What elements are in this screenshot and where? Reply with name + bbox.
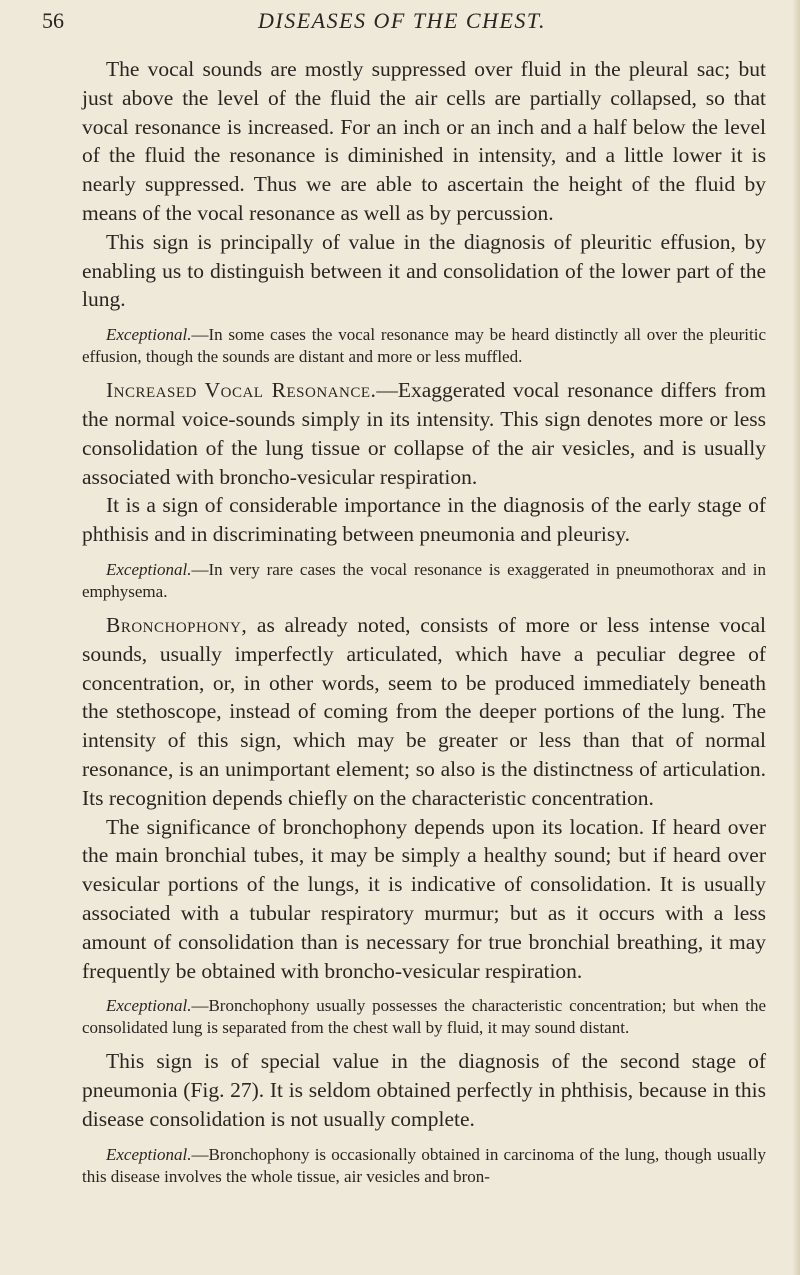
exception-label: Exceptional. — [106, 1144, 192, 1164]
paragraph: It is a sign of considerable importance in the diagnosis of the early stage of phthisis and in discriminating between pneumonia and pleurisy. — [82, 493, 766, 547]
paragraph: The significance of bronchophony depends upon its location. If heard over the main bronchial tubes, it may be simply a healthy sound; but if heard over vesicular portions of the lungs, it is indicative of consolidation. It is usually associated with a tubular respiratory murmur; but as it occurs with a less amount of consolidation than is necessary for true bronchial breathing, it may frequently be obtained with broncho-vesicular respiration. — [82, 814, 766, 983]
exception-note — [82, 559, 766, 603]
body-text — [82, 55, 766, 1196]
exception-label: Exceptional. — [106, 559, 192, 579]
paragraph: This sign is of special value in the diagnosis of the second stage of pneumonia (Fig. 27). It is seldom obtained perfectly in phthisis, because in this disease consolidation is not usually complete. — [82, 1049, 766, 1131]
exception-note — [82, 995, 766, 1039]
exception-note — [82, 1144, 766, 1188]
section-heading: Increased Vocal Resonance. — [106, 378, 377, 403]
paragraph: This sign is principally of value in the diagnosis of pleuritic effusion, by enabling us to distinguish between it and consolidation of the lower part of the lung. — [82, 229, 766, 312]
exception-text: —Bronchophony usually possesses the characteristic concentration; but when the consolidated lung is separated from the chest wall by fluid, it may sound distant. — [82, 996, 766, 1038]
paragraph — [82, 376, 766, 491]
page-edge-shadow — [792, 0, 800, 1275]
exception-text: —In very rare cases the vocal resonance is exaggerated in pneumothorax and in emphysema. — [82, 559, 766, 601]
paragraph-text: as already noted, consists of more or less intense vocal sounds, usually imperfectly articulated, which have a peculiar degree of concentration, or, in other words, seem to be produced immediately beneath the stethoscope, instead of coming from the deeper portions of the lung. The intensity of this sign, which may be greater or less than that of normal resonance, is an unimportant element; so also is the distinctness of articulation. Its recognition depends chiefly on the characteristic concentration. — [82, 612, 766, 810]
page-number: 56 — [42, 8, 64, 33]
paragraph-text: —Exaggerated vocal resonance differs from the normal voice-sounds simply in its intensity. This sign denotes more or less consolidation of the lung tissue or collapse of the air vesicles, and is usually associated with broncho-vesicular respiration. — [82, 378, 766, 489]
exception-text: —Bronchophony is occasionally obtained in carcinoma of the lung, though usually this disease involves the whole tissue, air vesicles and bron- — [82, 1144, 766, 1186]
exception-label: Exceptional. — [106, 325, 192, 345]
running-head: DISEASES OF THE CHEST. — [257, 8, 547, 33]
paragraph: The vocal sounds are mostly suppressed over fluid in the pleural sac; but just above the level of the fluid the air cells are partially collapsed, so that vocal resonance is increased. For an inch or an inch and a half below the level of the fluid the resonance is diminished in intensity, and a little lower it is nearly suppressed. Thus we are able to ascertain the height of the fluid by means of the vocal resonance as well as by percussion. — [82, 57, 766, 225]
page-header — [42, 8, 762, 48]
exception-label: Exceptional. — [106, 996, 192, 1016]
section-heading: Bronchophony, — [106, 612, 248, 637]
exception-text: —In some cases the vocal resonance may be heard distinctly all over the pleuritic effusion, though the sounds are distant and more or less muffled. — [82, 325, 766, 367]
paragraph — [82, 611, 766, 813]
exception-note — [82, 324, 766, 368]
